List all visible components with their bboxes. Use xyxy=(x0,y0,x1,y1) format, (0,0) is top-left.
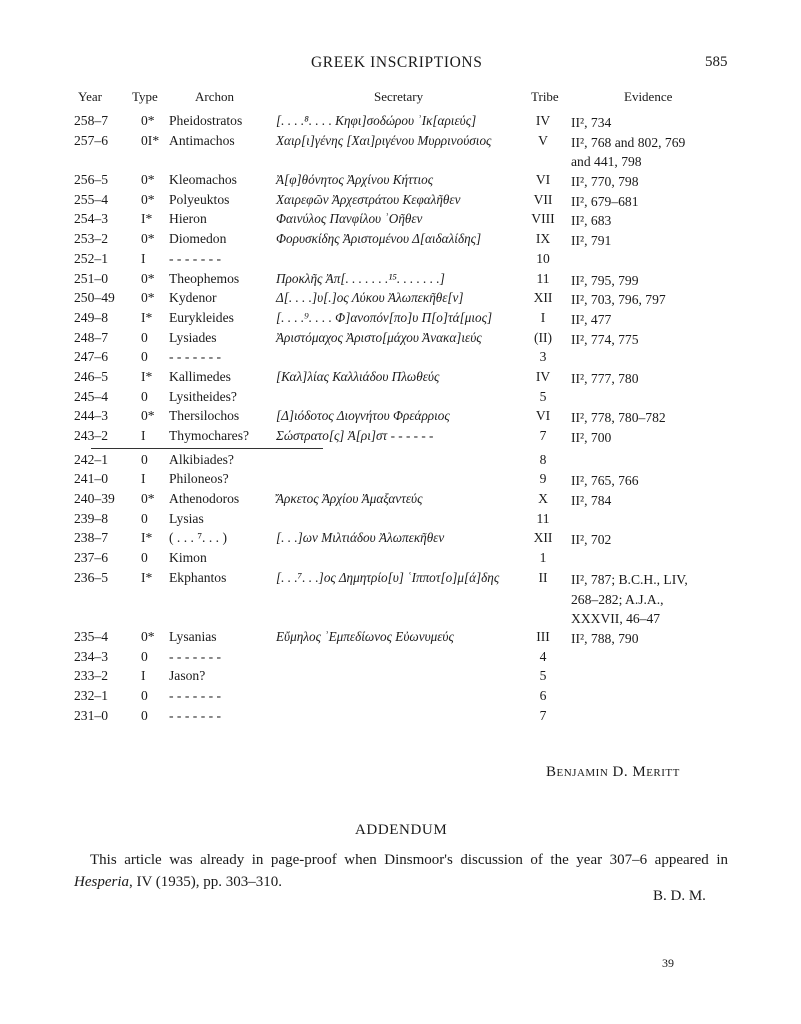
cell-evidence: II², 679–681 xyxy=(571,193,639,209)
cell-archon: - - - - - - - xyxy=(169,349,222,365)
cell-type: 0I* xyxy=(141,132,160,148)
cell-type: 0* xyxy=(141,270,155,286)
cell-type: 0 xyxy=(141,550,148,566)
cell-type: 0 xyxy=(141,510,148,526)
table-row xyxy=(0,667,801,687)
addendum-text-part-1: This article was already in page-proof when Dinsmoor's discussion of the year 307–6 appeared in xyxy=(90,852,728,868)
column-headers xyxy=(0,89,801,107)
cell-year: 246–5 xyxy=(74,368,108,384)
cell-tribe: IX xyxy=(535,231,551,247)
page-number: 585 xyxy=(705,54,728,70)
cell-tribe: 5 xyxy=(539,668,547,684)
cell-evidence: II², 683 xyxy=(571,213,612,229)
table-row xyxy=(0,687,801,707)
cell-archon: Ekphantos xyxy=(169,569,227,585)
addendum-body xyxy=(74,849,728,893)
cell-archon: Athenodoros xyxy=(169,491,240,507)
table-row xyxy=(0,112,801,132)
running-head xyxy=(0,54,801,74)
cell-secretary: Προκλῆς Ἀπ[. . . . . . .¹⁵. . . . . . .] xyxy=(276,270,445,286)
cell-tribe: 10 xyxy=(536,250,550,266)
addendum-journal: Hesperia xyxy=(74,874,129,890)
cell-evidence: II², 791 xyxy=(571,233,612,249)
cell-archon: Polyeuktos xyxy=(169,191,230,207)
cell-year: 255–4 xyxy=(74,191,108,207)
cell-tribe: 11 xyxy=(536,270,550,286)
cell-tribe: I xyxy=(540,309,546,325)
cell-type: I* xyxy=(141,309,153,325)
cell-archon: Diomedon xyxy=(169,231,227,247)
cell-type: 0 xyxy=(141,707,148,723)
cell-type: 0 xyxy=(141,648,148,664)
table-group-before-divider xyxy=(0,112,801,447)
cell-archon: - - - - - - - xyxy=(169,648,222,664)
cell-tribe: 9 xyxy=(539,471,547,487)
archon-table xyxy=(0,112,801,726)
cell-evidence: II², 768 and 802, 769 and 441, 798 xyxy=(571,134,686,170)
cell-year: 231–0 xyxy=(74,707,108,723)
cell-type: I xyxy=(141,428,146,444)
table-row xyxy=(0,309,801,329)
col-header-secretary: Secretary xyxy=(374,89,424,104)
cell-secretary: [Δ]ιόδοτος Διογνήτου Φρεάρριος xyxy=(276,408,450,424)
cell-tribe: II xyxy=(538,569,548,585)
cell-archon: Lysanias xyxy=(169,628,217,644)
cell-tribe: 4 xyxy=(539,648,547,664)
cell-tribe: V xyxy=(538,132,548,148)
footer-number: 39 xyxy=(662,956,674,970)
cell-evidence: II², 734 xyxy=(571,115,612,130)
cell-tribe: 1 xyxy=(539,550,547,566)
table-row xyxy=(0,388,801,408)
cell-year: 249–8 xyxy=(74,309,108,325)
cell-secretary: Φαινύλος Πανφίλου ʾΟῆθεν xyxy=(276,211,423,227)
col-header-evidence: Evidence xyxy=(624,89,673,104)
cell-archon: Thymochares? xyxy=(169,428,250,444)
cell-archon: - - - - - - - xyxy=(169,250,222,266)
cell-secretary: [. . . .⁹. . . . Φ]ανοπόν[πο]υ Π[ο]τά[μιος] xyxy=(276,309,493,325)
cell-tribe: 7 xyxy=(539,428,547,444)
cell-secretary: Εὔμηλος ʾΕμπεδίωνος Εὐωνυμεύς xyxy=(276,628,454,644)
table-row xyxy=(0,569,801,628)
cell-year: 237–6 xyxy=(74,550,108,566)
cell-archon: Jason? xyxy=(169,668,206,684)
cell-evidence: II², 770, 798 xyxy=(571,174,639,190)
cell-year: 234–3 xyxy=(74,648,108,664)
table-row xyxy=(0,368,801,388)
running-title: GREEK INSCRIPTIONS xyxy=(311,54,483,71)
cell-year: 245–4 xyxy=(74,388,108,404)
table-row xyxy=(0,707,801,727)
cell-year: 254–3 xyxy=(74,211,108,227)
cell-type: 0* xyxy=(141,113,155,128)
cell-year: 239–8 xyxy=(74,510,108,526)
cell-tribe: VII xyxy=(533,191,553,207)
cell-year: 247–6 xyxy=(74,349,108,365)
table-row xyxy=(0,529,801,549)
cell-year: 241–0 xyxy=(74,471,108,487)
cell-year: 240–39 xyxy=(74,491,115,507)
cell-tribe: XII xyxy=(533,290,553,306)
table-row xyxy=(0,470,801,490)
cell-type: 0 xyxy=(141,329,148,345)
cell-type: 0* xyxy=(141,172,155,188)
table-row xyxy=(0,407,801,427)
cell-tribe: XII xyxy=(533,530,553,546)
col-header-year: Year xyxy=(78,89,102,104)
cell-year: 253–2 xyxy=(74,231,108,247)
table-row xyxy=(0,250,801,270)
table-row xyxy=(0,191,801,211)
cell-tribe: IV xyxy=(535,113,551,128)
cell-secretary: Ἄρκετος Ἀρχίου Ἀμαξαντεύς xyxy=(276,491,423,507)
table-row xyxy=(0,270,801,290)
cell-archon: ( . . . ⁷. . . ) xyxy=(169,530,227,546)
table-row xyxy=(0,171,801,191)
cell-archon: Kydenor xyxy=(169,290,217,306)
col-header-tribe: Tribe xyxy=(531,89,559,104)
cell-archon: Kimon xyxy=(169,550,207,566)
cell-year: 236–5 xyxy=(74,569,108,585)
table-row xyxy=(0,289,801,309)
cell-tribe: 3 xyxy=(539,349,547,365)
cell-secretary: Ἀ[φ]θόνητος Ἀρχίνου Κήττιος xyxy=(276,172,434,188)
cell-year: 251–0 xyxy=(74,270,108,286)
cell-archon: Alkibiades? xyxy=(169,451,234,467)
cell-evidence: II², 784 xyxy=(571,493,612,509)
cell-type: I xyxy=(141,668,146,684)
cell-secretary: [. . .⁷. . .]ος Δημητρίο[υ] ʿΙπποτ[ο]μ[ά]δης xyxy=(276,569,500,585)
cell-secretary: Χαιρεφῶν Ἀρχεστράτου Κεφαλῆθεν xyxy=(276,191,461,207)
cell-type: I* xyxy=(141,211,153,227)
cell-year: 233–2 xyxy=(74,668,108,684)
cell-archon: Lysias xyxy=(169,510,204,526)
cell-secretary: [. . .]ων Μιλτιάδου Ἀλωπεκῆθεν xyxy=(276,530,445,546)
cell-type: 0 xyxy=(141,349,148,365)
cell-secretary: [. . . .⁸. . . . Κηφι]σοδώρου ʾΙκ[αριεύς] xyxy=(276,113,477,128)
cell-secretary: Ἀριστόμαχος Ἀριστο[μάχου Ἀνακα]ιεύς xyxy=(276,329,482,345)
cell-evidence: II², 795, 799 xyxy=(571,272,639,288)
addendum-text-part-2: , IV (1935), pp. 303–310. xyxy=(129,874,283,890)
cell-type: 0* xyxy=(141,628,155,644)
cell-type: 0* xyxy=(141,191,155,207)
cell-archon: Eurykleides xyxy=(169,309,234,325)
cell-year: 238–7 xyxy=(74,530,108,546)
cell-type: 0 xyxy=(141,687,148,703)
cell-type: I* xyxy=(141,368,153,384)
cell-type: I* xyxy=(141,569,153,585)
addendum-initials: B. D. M. xyxy=(653,888,706,904)
cell-archon: Hieron xyxy=(169,211,207,227)
cell-year: 235–4 xyxy=(74,628,108,644)
cell-archon: Lysitheides? xyxy=(169,388,237,404)
cell-tribe: VIII xyxy=(531,211,555,227)
cell-type: 0* xyxy=(141,290,155,306)
cell-secretary: [Καλ]λίας Καλλιάδου Πλωθεύς xyxy=(276,368,440,384)
cell-year: 257–6 xyxy=(74,132,108,148)
cell-year: 258–7 xyxy=(74,113,108,128)
cell-secretary: Δ[. . . .]υ[.]ος Λύκου Ἀλωπεκῆθε[ν] xyxy=(276,290,464,306)
cell-archon: Antimachos xyxy=(169,132,235,148)
col-header-type: Type xyxy=(132,89,158,104)
cell-evidence: II², 703, 796, 797 xyxy=(571,292,666,308)
cell-tribe: VI xyxy=(535,172,551,188)
cell-evidence: II², 788, 790 xyxy=(571,630,639,646)
cell-archon: - - - - - - - xyxy=(169,707,222,723)
table-row xyxy=(0,210,801,230)
cell-archon: - - - - - - - xyxy=(169,687,222,703)
cell-tribe: III xyxy=(536,628,550,644)
table-row xyxy=(0,348,801,368)
cell-tribe: X xyxy=(538,491,548,507)
cell-evidence: II², 778, 780–782 xyxy=(571,410,666,426)
cell-type: I xyxy=(141,471,146,487)
cell-evidence: II², 765, 766 xyxy=(571,473,639,489)
cell-tribe: (II) xyxy=(533,329,553,345)
cell-type: 0 xyxy=(141,388,148,404)
cell-year: 232–1 xyxy=(74,687,108,703)
cell-secretary: Φορυσκίδης Ἀριστομένου Δ[αιδαλίδης] xyxy=(276,231,482,247)
cell-tribe: IV xyxy=(535,368,551,384)
cell-year: 250–49 xyxy=(74,290,115,306)
cell-type: 0* xyxy=(141,491,155,507)
cell-tribe: 7 xyxy=(539,707,547,723)
cell-year: 252–1 xyxy=(74,250,108,266)
table-row xyxy=(0,628,801,648)
cell-tribe: VI xyxy=(535,408,551,424)
cell-tribe: 8 xyxy=(539,451,547,467)
cell-archon: Kleomachos xyxy=(169,172,237,188)
cell-type: 0* xyxy=(141,231,155,247)
table-row xyxy=(0,329,801,349)
table-row xyxy=(0,648,801,668)
cell-evidence: II², 774, 775 xyxy=(571,331,639,347)
cell-tribe: 11 xyxy=(536,510,550,526)
table-row xyxy=(0,230,801,250)
author-signature: Benjamin D. Meritt xyxy=(546,764,680,780)
cell-archon: Thersilochos xyxy=(169,408,240,424)
cell-type: 0 xyxy=(141,451,148,467)
cell-archon: Lysiades xyxy=(169,329,217,345)
cell-year: 256–5 xyxy=(74,172,108,188)
cell-year: 244–3 xyxy=(74,408,108,424)
cell-evidence: II², 787; B.C.H., LIV, 268–282; A.J.A., XXXVII, 46–47 xyxy=(571,571,688,627)
table-row xyxy=(0,510,801,530)
cell-tribe: 5 xyxy=(539,388,547,404)
cell-secretary: Σώστρατο[ς] Ἀ[ρι]στ - - - - - - xyxy=(276,428,434,444)
cell-archon: Pheidostratos xyxy=(169,113,243,128)
cell-archon: Philoneos? xyxy=(169,471,229,487)
addendum-title: ADDENDUM xyxy=(355,822,448,838)
cell-archon: Theophemos xyxy=(169,270,240,286)
cell-year: 243–2 xyxy=(74,428,108,444)
cell-type: 0* xyxy=(141,408,155,424)
cell-year: 242–1 xyxy=(74,451,108,467)
cell-tribe: 6 xyxy=(539,687,547,703)
cell-type: I* xyxy=(141,530,153,546)
table-row xyxy=(0,427,801,447)
table-row xyxy=(0,132,801,171)
cell-evidence: II², 777, 780 xyxy=(571,370,639,386)
table-group-after-divider xyxy=(0,451,801,727)
cell-type: I xyxy=(141,250,146,266)
table-row xyxy=(0,451,801,471)
cell-secretary: Χαιρ[ι]γένης [Χαι]ριγένου Μυρρινούσιος xyxy=(276,132,492,148)
cell-archon: Kallimedes xyxy=(169,368,231,384)
cell-evidence: II², 702 xyxy=(571,532,612,548)
table-row xyxy=(0,490,801,510)
col-header-archon: Archon xyxy=(195,89,234,104)
cell-evidence: II², 477 xyxy=(571,311,612,327)
cell-evidence: II², 700 xyxy=(571,430,612,446)
cell-year: 248–7 xyxy=(74,329,108,345)
table-row xyxy=(0,549,801,569)
